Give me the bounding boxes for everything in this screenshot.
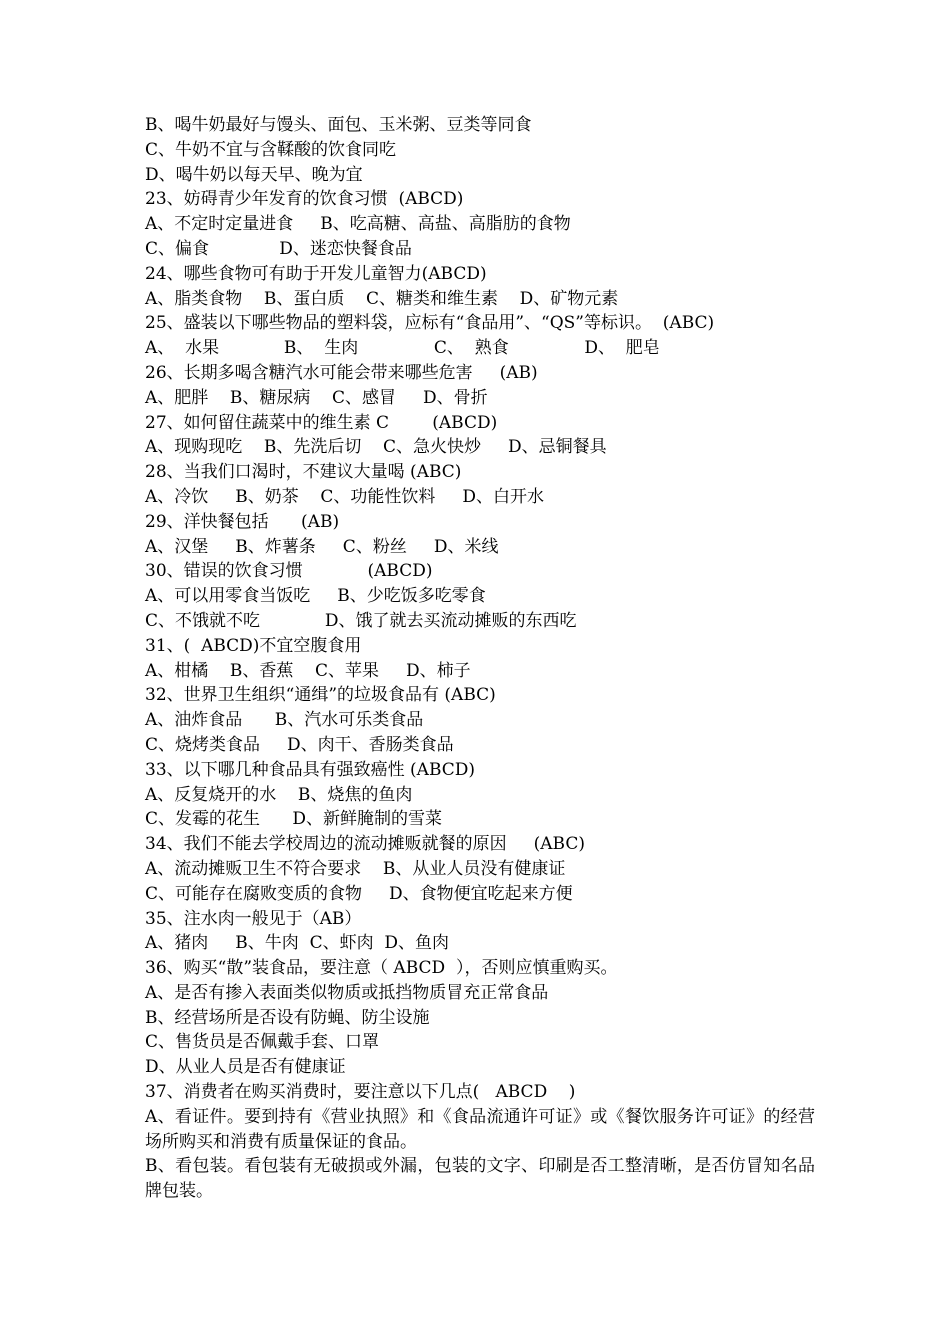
options-line: C、发霉的花生 D、新鲜腌制的雪菜: [145, 809, 443, 830]
options-line: A、可以用零食当饭吃 B、少吃饭多吃零食: [145, 586, 486, 607]
options-line: C、烧烤类食品 D、肉干、香肠类食品: [145, 734, 454, 755]
option-paragraph: A、看证件。要到持有《营业执照》和《食品流通许可证》或《餐饮服务许可证》的经营场所购买和消费有质量保证的食品。: [145, 1106, 815, 1152]
question-28: 28、当我们口渴时，不建议大量喝 (ABC): [145, 462, 462, 483]
text-line: D、喝牛奶以每天早、晚为宜: [145, 164, 363, 185]
text-line: C、牛奶不宜与含鞣酸的饮食同吃: [145, 139, 397, 160]
options-line: C、偏食 D、迷恋快餐食品: [145, 238, 412, 259]
options-line: C、售货员是否佩戴手套、口罩: [145, 1032, 380, 1053]
question-32: 32、世界卫生组织“通缉”的垃圾食品有 (ABC): [145, 685, 496, 706]
options-line: D、从业人员是否有健康证: [145, 1057, 346, 1078]
options-line: C、不饿就不吃 D、饿了就去买流动摊贩的东西吃: [145, 610, 577, 631]
question-30: 30、错误的饮食习惯 (ABCD): [145, 561, 433, 582]
options-line: A、肥胖 B、糖尿病 C、感冒 D、骨折: [145, 387, 488, 408]
options-line: B、经营场所是否设有防蝇、防尘设施: [145, 1007, 430, 1028]
question-34: 34、我们不能去学校周边的流动摊贩就餐的原因 (ABC): [145, 834, 586, 855]
text-line: B、喝牛奶最好与馒头、面包、玉米粥、豆类等同食: [145, 115, 532, 135]
options-line: A、柑橘 B、香蕉 C、苹果 D、柿子: [145, 660, 471, 681]
question-26: 26、长期多喝含糖汽水可能会带来哪些危害 (AB): [145, 362, 538, 383]
question-23: 23、妨碍青少年发育的饮食习惯 (ABCD): [145, 189, 464, 210]
options-line: A、流动摊贩卫生不符合要求 B、从业人员没有健康证: [145, 858, 566, 879]
question-36: 36、购买“散”装食品，要注意（ ABCD ），否则应慎重购买。: [145, 958, 618, 979]
options-line: A、油炸食品 B、汽水可乐类食品: [145, 710, 424, 731]
question-27: 27、如何留住蔬菜中的维生素 C (ABCD): [145, 412, 498, 433]
options-line: A、猪肉 B、牛肉 C、虾肉 D、鱼肉: [145, 933, 450, 954]
question-24: 24、哪些食物可有助于开发儿童智力(ABCD): [145, 263, 487, 284]
question-35: 35、注水肉一般见于（AB）: [145, 908, 362, 929]
options-line: A、汉堡 B、炸薯条 C、粉丝 D、米线: [145, 536, 499, 557]
options-line: A、脂类食物 B、蛋白质 C、糖类和维生素 D、矿物元素: [145, 288, 619, 309]
question-33: 33、以下哪几种食品具有强致癌性 (ABCD): [145, 759, 476, 780]
question-29: 29、洋快餐包括 (AB): [145, 511, 340, 532]
question-25: 25、盛装以下哪些物品的塑料袋，应标有“食品用”、“QS”等标识。 (ABC): [145, 313, 715, 334]
question-37: 37、消费者在购买消费时，要注意以下几点( ABCD ): [145, 1082, 576, 1103]
options-line: A、是否有掺入表面类似物质或抵挡物质冒充正常食品: [145, 982, 549, 1003]
options-line: A、不定时定量进食 B、吃高糖、高盐、高脂肪的食物: [145, 214, 571, 235]
option-paragraph: B、看包装。看包装有无破损或外漏，包装的文字、印刷是否工整清晰，是否仿冒知名品牌包装。: [145, 1156, 815, 1202]
options-line: A、反复烧开的水 B、烧焦的鱼肉: [145, 784, 413, 805]
document-body: [145, 113, 815, 1204]
options-line: C、可能存在腐败变质的食物 D、食物便宜吃起来方便: [145, 883, 573, 904]
options-line: A、现购现吃 B、先洗后切 C、急火快炒 D、忌铜餐具: [145, 437, 607, 458]
question-31: 31、( ABCD)不宜空腹食用: [145, 635, 362, 656]
options-line: A、冷饮 B、奶茶 C、功能性饮料 D、白开水: [145, 486, 545, 507]
options-line: A、 水果 B、 生肉 C、 熟食 D、 肥皂: [145, 338, 660, 359]
